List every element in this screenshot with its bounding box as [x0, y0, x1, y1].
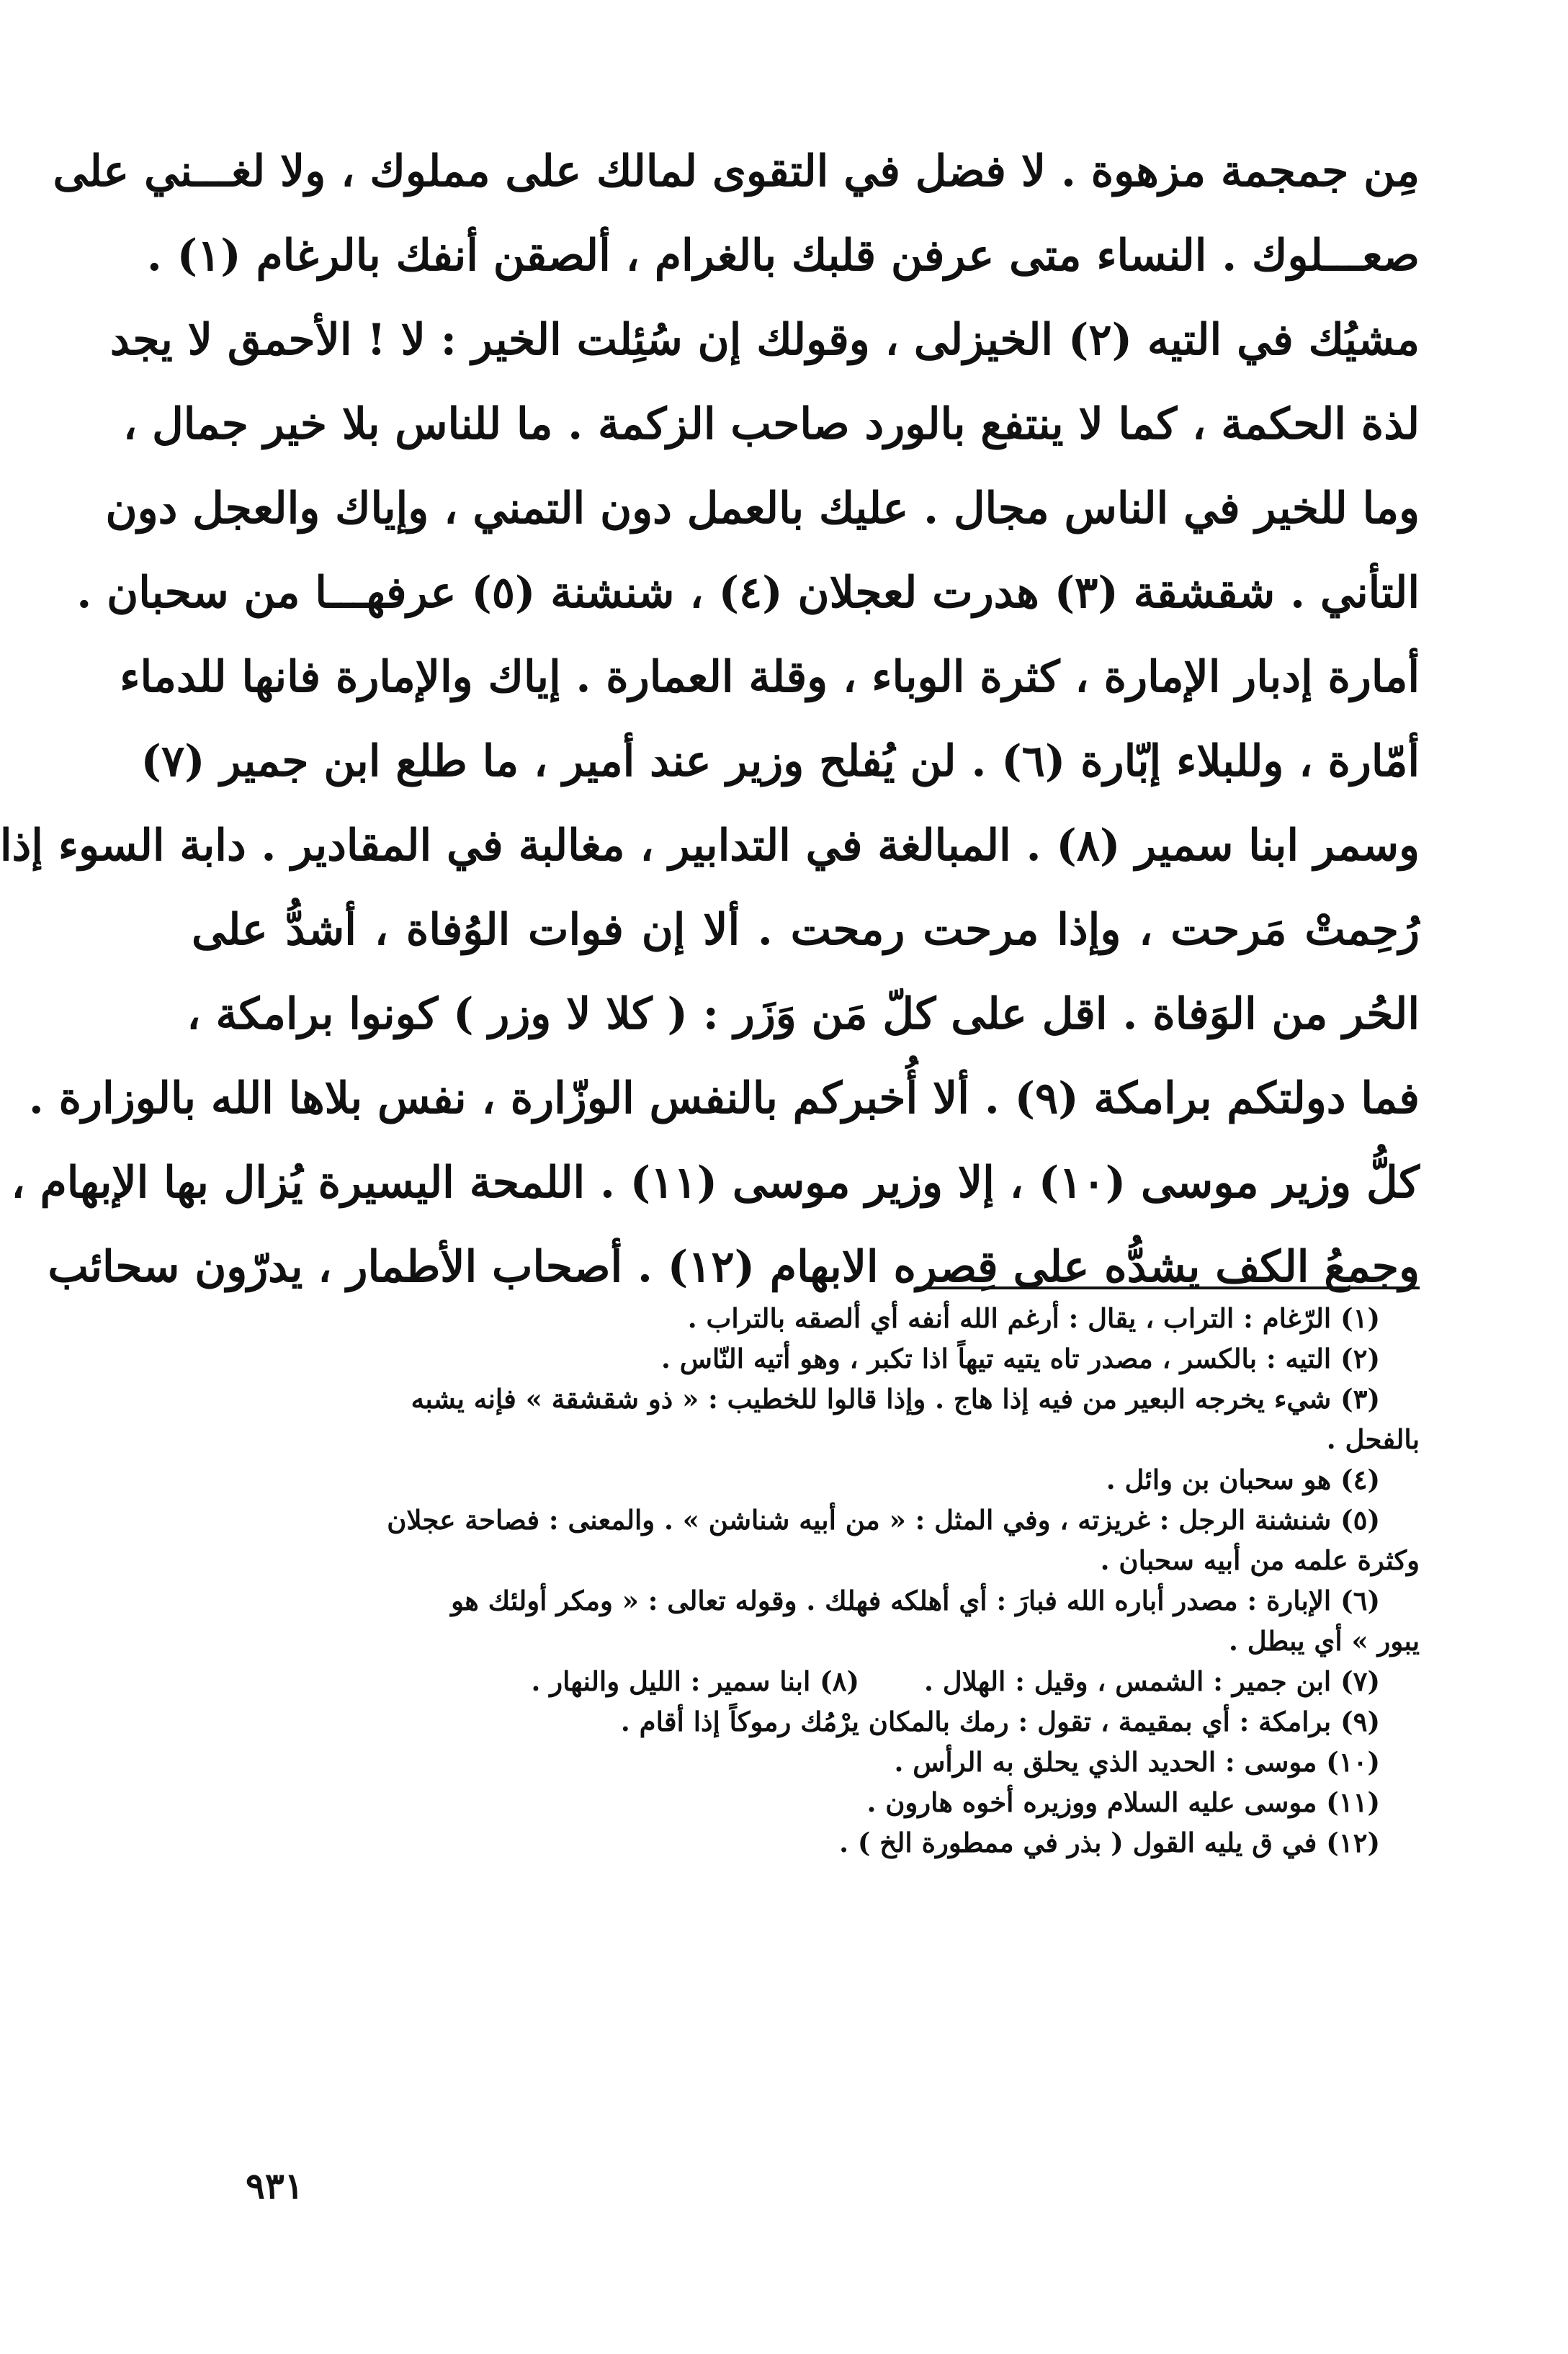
footnote-9: (٩) برامكة : أي بمقيمة ، تقول : رمك بالمكان يرْمُك رموكاً إذا أقام . — [620, 1706, 1380, 1737]
footnote-7-8-row — [192, 1661, 1420, 1701]
footnote-3-continuation: بالفحل . — [1326, 1423, 1420, 1455]
footnote-12: (١٢) في ق يليه القول ( بذر في ممطورة الخ ) . — [839, 1827, 1380, 1858]
body-line: لذة الحكمة ، كما لا ينتفع بالورد صاحب الزكمة . ما للناس بلا خير جمال ، — [122, 399, 1420, 449]
main-text-block — [0, 130, 1420, 1310]
footnote-2: (٢) التيه : بالكسر ، مصدر تاه يتيه تيهاً اذا تكبر ، وهو أتيه النّاس . — [661, 1343, 1380, 1374]
body-line: وجمعُ الكف يشدُّه على قِصره الابهام (١٢) . أصحاب الأطمار ، يدرّون سحائب — [48, 1242, 1420, 1292]
body-line: أمّارة ، وللبلاء إبّارة (٦) . لن يُفلح وزير عند أمير ، ما طلع ابن جمير (٧) — [140, 736, 1420, 787]
body-line: رُحِمتْ مَرحت ، وإذا مرحت رمحت . ألا إن فوات الوُفاة ، أشدُّ على — [192, 905, 1420, 955]
footnote-11: (١١) موسى عليه السلام ووزيره أخوه هارون . — [866, 1786, 1380, 1818]
footnote-5: (٥) شنشنة الرجل : غريزته ، وفي المثل : « من أبيه شناشن » . والمعنى : فصاحة عجلان — [387, 1504, 1380, 1536]
body-line: وسمر ابنا سمير (٨) . المبالغة في التدابير ، مغالبة في المقادير . دابة السوء إذا — [0, 820, 1420, 871]
body-line: كلُّ وزير موسى (١٠) ، إلا وزير موسى (١١) . اللمحة اليسيرة يُزال بها الإبهام ، — [11, 1158, 1420, 1208]
footnote-4: (٤) هو سحبان بن وائل . — [1106, 1464, 1380, 1495]
page-number: ٩٣١ — [246, 2165, 304, 2207]
body-line: مشيُك في التيه (٢) الخيزلى ، وقولك إن سُئِلت الخير : لا ! الأحمق لا يجد — [109, 315, 1420, 365]
body-line: فما دولتكم برامكة (٩) . ألا أُخبركم بالنفس الوزّارة ، نفس بلاها الله بالوزارة . — [28, 1073, 1420, 1124]
footnote-1: (١) الرّغام : التراب ، يقال : أرغم الله أنفه أي ألصقه بالتراب . — [687, 1302, 1380, 1334]
footnote-divider — [915, 1286, 1420, 1289]
body-line: وما للخير في الناس مجال . عليك بالعمل دون التمني ، وإياك والعجل دون — [105, 483, 1420, 534]
footnotes-block — [192, 1298, 1420, 1863]
body-line: الحُر من الوَفاة . اقل على كلّ مَن وَزَر : ( كلا لا وزر ) كونوا برامكة ، — [187, 989, 1420, 1039]
footnote-6-continuation: يبور » أي يبطل . — [1228, 1625, 1420, 1657]
footnote-6: (٦) الإبارة : مصدر أباره الله فبارَ : أي أهلكه فهلك . وقوله تعالى : « ومكر أولئك هو — [451, 1585, 1380, 1616]
footnote-7: (٧) ابن جمير : الشمس ، وقيل : الهلال . — [924, 1665, 1380, 1697]
body-line: التأني . شقشقة (٣) هدرت لعجلان (٤) ، شنشنة (٥) عرفهـــا من سحبان . — [76, 568, 1420, 618]
body-line: مِن جمجمة مزهوة . لا فضل في التقوى لمالك على مملوك ، ولا لغـــني على — [53, 146, 1420, 197]
footnote-8: (٨) ابنا سمير : الليل والنهار . — [531, 1665, 859, 1697]
footnote-5-continuation: وكثرة علمه من أبيه سحبان . — [1100, 1544, 1420, 1576]
footnote-10: (١٠) موسى : الحديد الذي يحلق به الرأس . — [894, 1746, 1380, 1778]
footnote-3: (٣) شيء يخرجه البعير من فيه إذا هاج . وإذا قالوا للخطيب : « ذو شقشقة » فإنه يشبه — [411, 1383, 1380, 1415]
body-line: صعـــلوك . النساء متى عرفن قلبك بالغرام ، ألصقن أنفك بالرغام (١) . — [146, 231, 1420, 281]
body-line: أمارة إدبار الإمارة ، كثرة الوباء ، وقلة العمارة . إياك والإمارة فانها للدماء — [120, 652, 1420, 702]
